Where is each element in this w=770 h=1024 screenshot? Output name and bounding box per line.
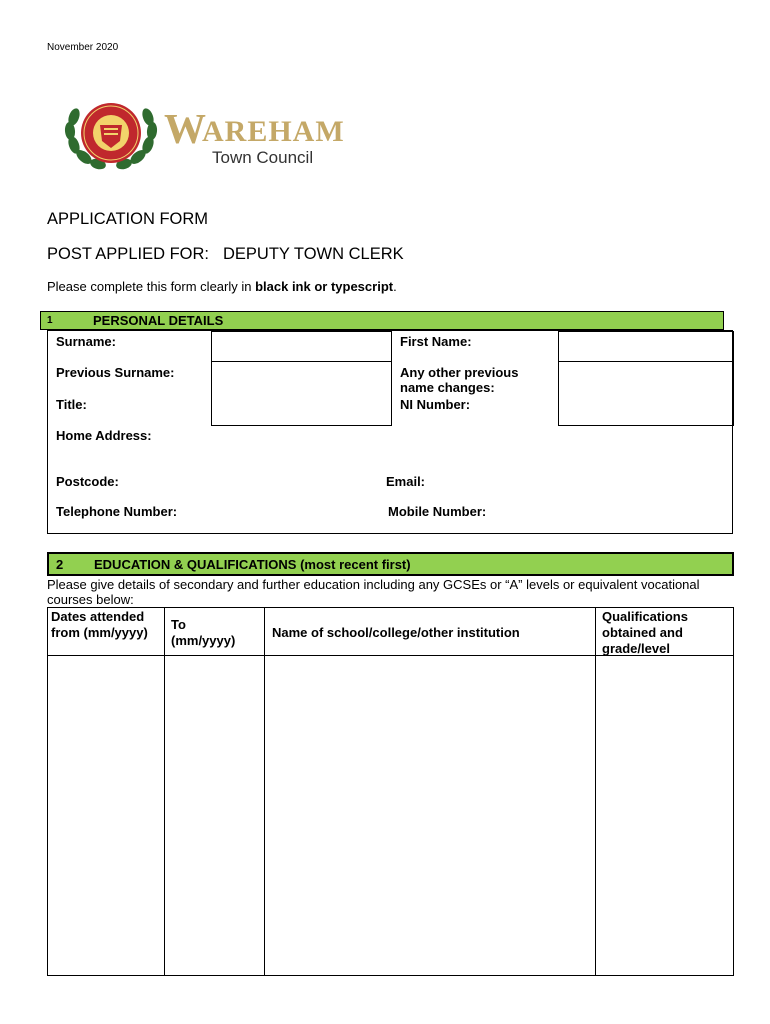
post-value: DEPUTY TOWN CLERK bbox=[223, 245, 404, 263]
svg-text:W: W bbox=[164, 107, 206, 153]
surname-label: Surname: bbox=[56, 334, 116, 349]
title-label: Title: bbox=[56, 397, 87, 412]
dates-to-input[interactable] bbox=[165, 656, 265, 976]
ni-number-label: NI Number: bbox=[400, 397, 471, 412]
other-names-label: Any other previous name changes: bbox=[400, 365, 519, 395]
telephone-label: Telephone Number: bbox=[56, 504, 178, 519]
post-applied-for bbox=[47, 245, 404, 264]
dates-from-header: Dates attended from (mm/yyyy) bbox=[51, 609, 148, 640]
svg-text:AREHAM: AREHAM bbox=[202, 115, 345, 148]
dates-from-input[interactable] bbox=[48, 656, 165, 976]
qualifications-header: Qualifications obtained and grade/level bbox=[602, 609, 688, 656]
instructions-end: . bbox=[393, 279, 397, 294]
svg-text:Town Council: Town Council bbox=[212, 148, 314, 167]
dates-to-header: To (mm/yyyy) bbox=[171, 617, 236, 648]
mobile-label: Mobile Number: bbox=[388, 504, 487, 519]
section-title: EDUCATION & QUALIFICATIONS (most recent first) bbox=[94, 557, 411, 572]
document-date: November 2020 bbox=[47, 42, 119, 53]
post-label: POST APPLIED FOR: bbox=[47, 245, 209, 263]
email-label: Email: bbox=[386, 474, 426, 489]
section-number: 2 bbox=[56, 557, 64, 572]
postcode-label: Postcode: bbox=[56, 474, 119, 489]
section-2-header bbox=[47, 552, 734, 576]
section-title: PERSONAL DETAILS bbox=[93, 313, 224, 328]
form-title: APPLICATION FORM bbox=[47, 210, 209, 228]
first-name-input[interactable] bbox=[558, 331, 734, 362]
instructions-text: Please complete this form clearly in bbox=[47, 279, 256, 294]
personal-details-table bbox=[47, 330, 733, 534]
surname-input[interactable] bbox=[211, 331, 392, 362]
form-instructions bbox=[47, 279, 397, 294]
home-address-label: Home Address: bbox=[56, 428, 152, 443]
education-instructions: Please give details of secondary and further education including any GCSEs or “A” levels or equivalent vocational courses below: bbox=[47, 577, 700, 607]
institution-header: Name of school/college/other institution bbox=[272, 625, 520, 640]
previous-surname-label: Previous Surname: bbox=[56, 365, 175, 380]
institution-input[interactable] bbox=[265, 656, 596, 976]
section-1-header bbox=[40, 311, 724, 330]
first-name-label: First Name: bbox=[400, 334, 472, 349]
qualifications-input[interactable] bbox=[596, 656, 733, 976]
section-number: 1 bbox=[47, 315, 53, 326]
instructions-emphasis: black ink or typescript bbox=[255, 279, 394, 294]
education-table bbox=[47, 607, 734, 976]
wareham-town-council-logo bbox=[62, 95, 382, 175]
